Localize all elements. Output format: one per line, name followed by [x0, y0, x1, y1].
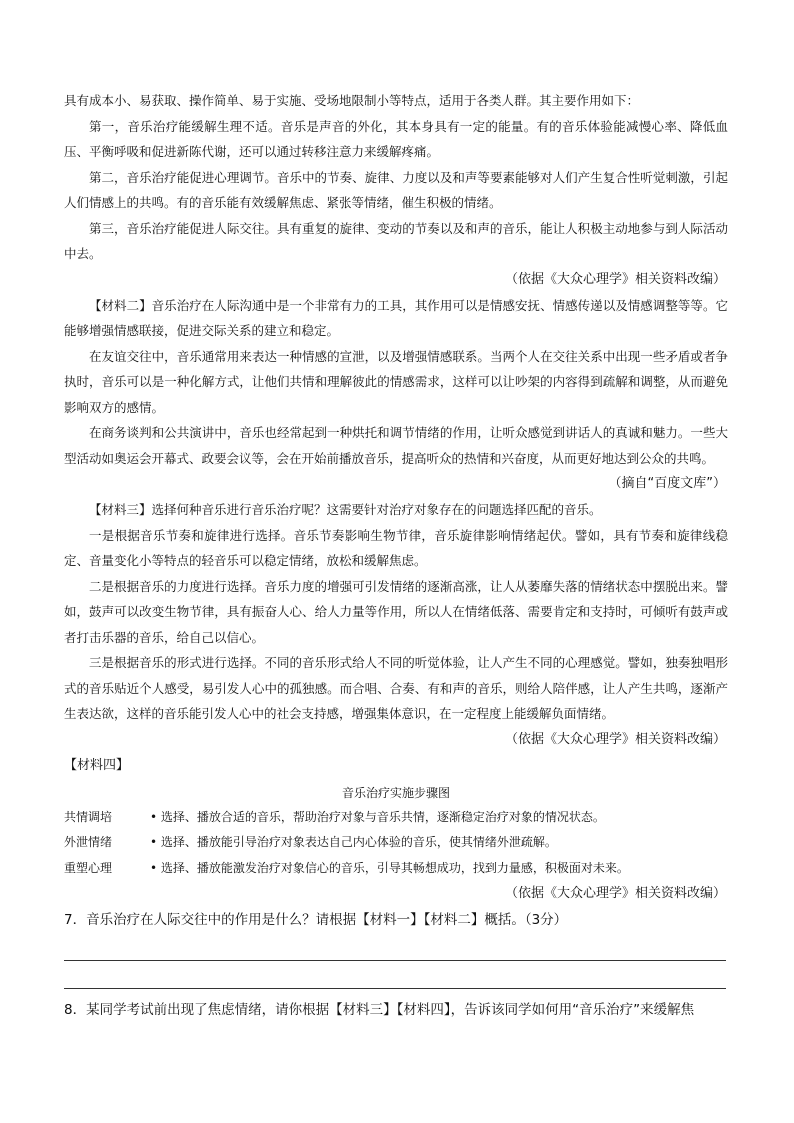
material-three-lead [64, 497, 728, 523]
material-four-heading: 【材料四】 [64, 757, 130, 773]
step-name-2: 外泄情绪 [64, 835, 113, 849]
material-one-intro-tail: 具有成本小、易获取、操作简单、易于实施、受场地限制小等特点，适用于各类人群。其主要作用如下： [64, 93, 640, 108]
step-row-2 [64, 830, 728, 856]
material-one-point-3: 第三，音乐治疗能促进人际交往。具有重复的旋律、变动的节奏以及和声的音乐，能让人积极主动地参与到人际活动中去。 [64, 220, 728, 261]
step-desc-2: • 选择、播放能引导治疗对象表达自己内心体验的音乐，使其情绪外泄疏解。 [150, 835, 557, 849]
material-two-lead-text: 音乐治疗在人际沟通中是一个非常有力的工具，其作用可以是情感安抚、情感传递以及情感调整等等。它能够增强情感联接，促进交际关系的建立和稳定。 [64, 297, 728, 338]
step-name-3: 重塑心理 [64, 860, 113, 875]
material-two-lead [64, 293, 728, 344]
material-three-heading: 【材料三】 [89, 502, 152, 517]
material-two-source: （摘自“百度文库”） [608, 476, 726, 491]
material-four-source: （依据《大众心理学》相关资料改编） [504, 886, 726, 901]
material-two-para-1: 在友谊交往中，音乐通常用来表达一种情感的宣泄，以及增强情感联系。当两个人在交往关系中出现一些矛盾或者争执时，音乐可以是一种化解方式，让他们共情和理解彼此的情感需求，这样可以让吵架的内容得到疏解和调整，从而避免影响双方的感情。 [64, 348, 728, 415]
answer-line-2[interactable] [64, 961, 726, 989]
material-three-para-3: 三是根据音乐的形式进行选择。不同的音乐形式给人不同的听觉体验，让人产生不同的心理感觉。譬如，独奏独唱形式的音乐贴近个人感受，易引发人心中的孤独感。而合唱、合奏、有和声的音乐，则给人陪伴感，让人产生共鸣，逐渐产生表达欲，这样的音乐能引发人心中的社会支持感，增强集体意识，在一定程度上能缓解负面情绪。 [64, 655, 728, 721]
question-7: 7．音乐治疗在人际交往中的作用是什么？请根据【材料一】【材料二】概括。（3分） [64, 912, 568, 928]
material-three-para-2: 二是根据音乐的力度进行选择。音乐力度的增强可引发情绪的逐渐高涨，让人从萎靡失落的情绪状态中摆脱出来。譬如，鼓声可以改变生物节律，具有振奋人心、给人力量等作用，所以人在情绪低落、需要肯定和支持时，可倾听有鼓声或者打击乐器的音乐，给自己以信心。 [64, 578, 728, 645]
material-two-para-2: 在商务谈判和公共演讲中，音乐也经常起到一种烘托和调节情绪的作用，让听众感觉到讲话人的真诚和魅力。一些大型活动如奥运会开幕式、政要会议等，会在开始前播放音乐，提高听众的热情和兴奋度，从而更好地达到公众的共鸣。 [64, 425, 728, 466]
page-content [64, 88, 728, 1023]
question-8: 8．某同学考试前出现了焦虑情绪，请你根据【材料三】【材料四】，告诉该同学如何用“音乐治疗”来缓解焦 [64, 1002, 695, 1018]
material-one-source: （依据《大众心理学》相关资料改编） [504, 271, 726, 287]
step-desc-1: • 选择、播放合适的音乐，帮助治疗对象与音乐共情，逐渐稳定治疗对象的情况状态。 [150, 809, 605, 824]
material-three-lead-text: 选择何种音乐进行音乐治疗呢？这需要针对治疗对象存在的问题选择匹配的音乐。 [151, 502, 602, 517]
material-one-point-1: 第一，音乐治疗能缓解生理不适。音乐是声音的外化，其本身具有一定的能量。有的音乐体验能减慢心率、降低血压、平衡呼吸和促进新陈代谢，还可以通过转移注意力来缓解疼痛。 [64, 118, 728, 159]
material-two-heading: 【材料二】 [89, 297, 152, 313]
step-row-3 [64, 856, 728, 882]
step-desc-3: • 选择、播放能激发治疗对象信心的音乐，引导其畅想成功，找到力量感，积极面对未来。 [150, 860, 629, 875]
material-one-point-2: 第二，音乐治疗能促进心理调节。音乐中的节奏、旋律、力度以及和声等要素能够对人们产生复合性听觉刺激，引起人们情感上的共鸣。有的音乐能有效缓解焦虑、紧张等情绪，催生积极的情绪。 [64, 169, 728, 210]
material-three-para-1: 一是根据音乐节奏和旋律进行选择。音乐节奏影响生物节律，音乐旋律影响情绪起伏。譬如，具有节奏和旋律线稳定、音量变化小等特点的轻音乐可以稳定情绪，放松和缓解焦虑。 [64, 527, 728, 568]
step-name-1: 共情调培 [64, 809, 113, 824]
material-three-source: （依据《大众心理学》相关资料改编） [504, 731, 726, 747]
answer-line-1[interactable] [64, 933, 726, 961]
steps-chart-title: 音乐治疗实施步骤图 [341, 785, 450, 800]
step-row-1 [64, 805, 728, 831]
